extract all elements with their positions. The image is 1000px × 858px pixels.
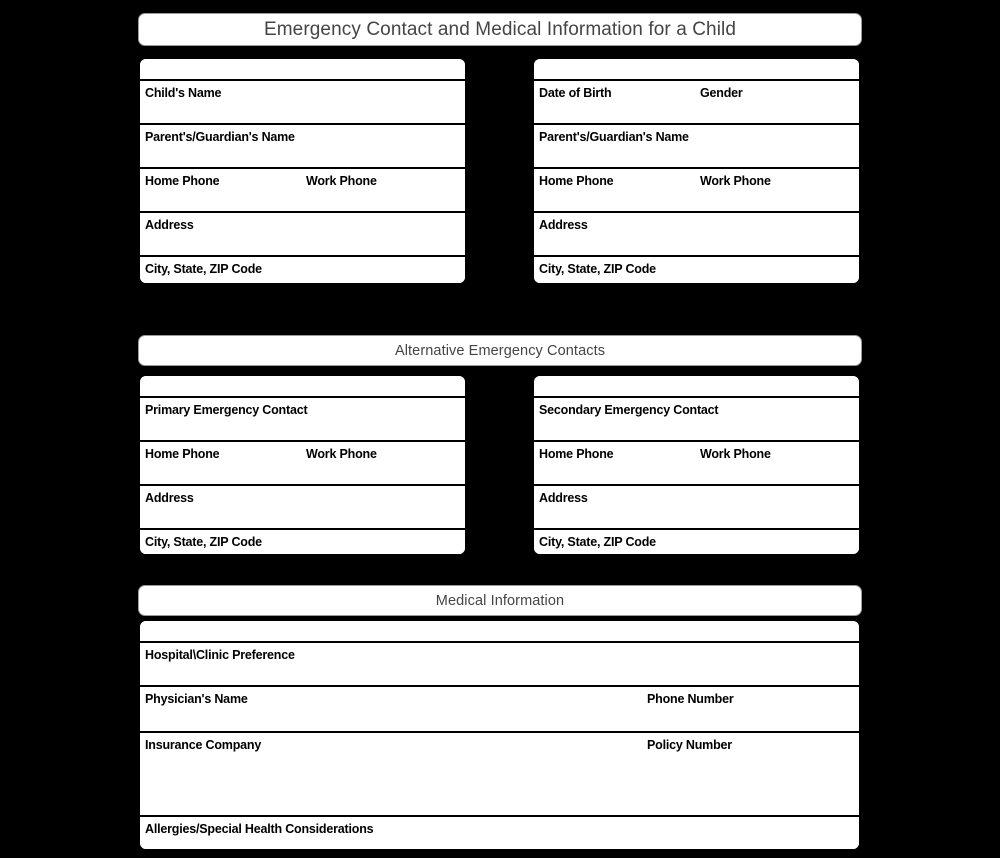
page-title: Emergency Contact and Medical Information for a Child xyxy=(138,13,862,46)
field-label-primary-emergency-contact: Primary Emergency Contact xyxy=(145,403,308,417)
table-row[interactable] xyxy=(140,257,465,283)
table-row[interactable] xyxy=(534,486,859,530)
table-row[interactable] xyxy=(140,817,859,849)
table-row[interactable] xyxy=(534,213,859,257)
table-row[interactable] xyxy=(140,213,465,257)
field-label-policy-number: Policy Number xyxy=(647,738,732,752)
field-label-city-state-zip: City, State, ZIP Code xyxy=(539,262,656,276)
field-label-parents-guardians-name: Parent's/Guardian's Name xyxy=(145,130,295,144)
child-details-table xyxy=(532,57,861,285)
primary-emergency-contact-table xyxy=(138,374,467,556)
table-row[interactable] xyxy=(534,257,859,283)
field-label-date-of-birth: Date of Birth xyxy=(539,86,612,100)
field-label-home-phone: Home Phone xyxy=(539,447,614,461)
section-title-alternative-emergency-contacts: Alternative Emergency Contacts xyxy=(138,335,862,366)
table-row[interactable] xyxy=(534,398,859,442)
field-label-parents-guardians-name: Parent's/Guardian's Name xyxy=(539,130,689,144)
field-label-city-state-zip: City, State, ZIP Code xyxy=(145,535,262,549)
field-label-address: Address xyxy=(539,218,588,232)
table-row[interactable] xyxy=(140,81,465,125)
table-row[interactable] xyxy=(534,81,859,125)
table-row[interactable] xyxy=(140,169,465,213)
table-row[interactable] xyxy=(140,733,859,817)
field-label-childs-name: Child's Name xyxy=(145,86,222,100)
table-row[interactable] xyxy=(140,376,465,398)
field-label-physicians-name: Physician's Name xyxy=(145,692,248,706)
table-row[interactable] xyxy=(140,687,859,733)
table-row[interactable] xyxy=(140,643,859,687)
table-row[interactable] xyxy=(140,530,465,554)
section-title-medical-information: Medical Information xyxy=(138,585,862,616)
medical-information-table xyxy=(138,619,861,851)
secondary-emergency-contact-table xyxy=(532,374,861,556)
field-label-address: Address xyxy=(145,491,194,505)
table-row[interactable] xyxy=(534,442,859,486)
child-information-table xyxy=(138,57,467,285)
table-row[interactable] xyxy=(140,621,859,643)
field-label-work-phone: Work Phone xyxy=(306,174,377,188)
field-label-city-state-zip: City, State, ZIP Code xyxy=(145,262,262,276)
field-label-secondary-emergency-contact: Secondary Emergency Contact xyxy=(539,403,719,417)
table-row[interactable] xyxy=(140,442,465,486)
field-label-work-phone: Work Phone xyxy=(700,174,771,188)
field-label-city-state-zip: City, State, ZIP Code xyxy=(539,535,656,549)
field-label-gender: Gender xyxy=(700,86,743,100)
table-row[interactable] xyxy=(140,398,465,442)
field-label-phone-number: Phone Number xyxy=(647,692,734,706)
field-label-address: Address xyxy=(539,491,588,505)
table-row[interactable] xyxy=(534,169,859,213)
table-row[interactable] xyxy=(140,486,465,530)
table-row[interactable] xyxy=(534,376,859,398)
table-row[interactable] xyxy=(534,59,859,81)
table-row[interactable] xyxy=(140,125,465,169)
field-label-home-phone: Home Phone xyxy=(145,174,220,188)
table-row[interactable] xyxy=(534,530,859,554)
field-label-address: Address xyxy=(145,218,194,232)
field-label-allergies-special-health-considerations: Allergies/Special Health Considerations xyxy=(145,822,374,836)
field-label-work-phone: Work Phone xyxy=(306,447,377,461)
field-label-insurance-company: Insurance Company xyxy=(145,738,262,752)
field-label-hospital-clinic-preference: Hospital\Clinic Preference xyxy=(145,648,295,662)
field-label-home-phone: Home Phone xyxy=(145,447,220,461)
field-label-home-phone: Home Phone xyxy=(539,174,614,188)
table-row[interactable] xyxy=(534,125,859,169)
field-label-work-phone: Work Phone xyxy=(700,447,771,461)
table-row[interactable] xyxy=(140,59,465,81)
